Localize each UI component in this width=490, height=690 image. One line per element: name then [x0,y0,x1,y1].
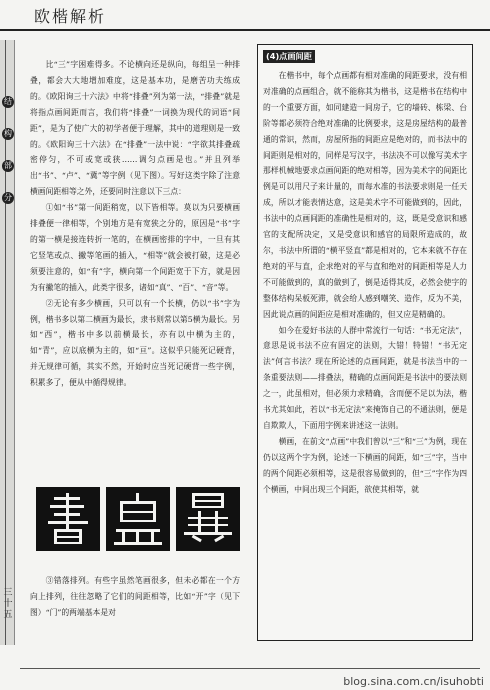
calligraphy-char-shu [36,487,100,551]
calligraphy-char-lu [106,487,170,551]
paragraph: ②无论有多少横画，只可以有一个长横，仍以“书”字为例，楷书多以第二横画为最长，隶书则常以第5横为最长。另如“西”，楷书中多以前横最长，亦有以中横为主的，如“青”，应以底横为主的，如“亘”。这似乎只能死记硬背，并无规律可循，其实不然，开始时应当死记硬背一些字例，积累多了，便从中循得规律。 [30,298,240,388]
section-tab-3: 部 [4,161,12,170]
page-number-digit: 三 [3,588,13,598]
right-column-text [263,68,467,497]
paragraph: ①如“书”第一间距稍宽，以下皆相等。莫以为只要横画排叠便一律相等，个别地方是有宽狭之分的，原因是“书”字的第一横是接连转折一笔的，在横画密排的字中，一旦有其它竖笔或点、撇等笔画的插入，“相等”就会被打破，这是必须要注意的，如“有”字，横向第一个间距宽于下方，就是因为有撇笔的插入，此类字很多，诸如“真”、“百”、“音”等。 [30,203,240,292]
page-number [2,588,14,621]
paragraph: ③错落排列。有些字虽然笔画很多，但未必都在一个方向上排列，往往忽略了它们的间距相等，比如“开”字（见下图）“门”的两端基本是对 [30,576,240,617]
paragraph: 如今在爱好书法的人群中常流行一句话：“书无定法”，意思是说书法不应有固定的法则，大错！特错！“书无定法”何言书法？现在所论述的点画间距，就是书法当中的一条重要法则——排叠法，精确的点画间距是书法中的要法则之一，此虽相对，但必须力求精确，含而便不足以为法，楷书尤其如此，若以“书无定法”来掩饰自己的不通法则，便是自欺欺人，下面用字例来讲述这一法则。 [263,325,467,430]
box-title: (4)点画间距 [263,50,315,63]
header-rule [0,29,490,31]
watermark: blog.sina.com.cn/isuhobti [343,675,484,688]
paragraph: 在楷书中，每个点画都有相对准确的间距要求，没有相对准确的点画组合，就不能称其为楷书，这是楷书在结构中的一个重要方面，如同建造一间房子，它的墙砖、栋梁、台阶等都必须符合绝对准确的比例要求，这是房屋结构的最普通的常识，然而，房屋所指的间距应是绝对的，而书法中的间距则是相对的，同样是写汉字，书法决不可以像写美术字那样机械地要求点画间距的绝对相等，因为美术字的间距比例是可以用尺子来计量的，而每水准的书法要求则是一任天成，所以才能表情达意，这是美术字不可能做到的，因此，书法中的点画间距的准确性是相对的，这，既是受意识和感官的支配所决定，又是受意识和感官的局限所造成的，故尔，书法中所谓的“横平竖直”都是相对的，它本来就不存在绝对的平与直，企求绝对的平与直和绝对的间距相等是人力不可能做到的，真的做到了，倒是适得其反，必然会使字的整体结构呆板死滞，就会给人感到嘲笑、造作，反为不美，因此说点画的间距应是相对准确的，但又应是精确的。 [263,71,467,319]
paragraph: 比“三”字困难得多。不论横向还是纵向，每组呈一种排叠，都会大大地增加难度，这是基本功，是磨苦功夫练成的。《欧阳询三十六法》中将“排叠”列为第一法，“排叠”就是将指点画间距而言，我们将“排叠”一词换为现代的词语“间距”，是为了使广大的初学者便于理解，其中的道理则是一致的。《欧阳询三十六法》在“排叠”一法中说：“字欲其排叠疏密停匀，不可或宽或狭……调匀点画是也。”并且列举出“书”、“卢”、“冀”等字例（见下图）。写好这类字除了注意横画间距相等之外，还要同时注意以下三点： [30,60,240,197]
section-tab-4: 分 [4,193,12,202]
paragraph: 横画，在前文“点画”中我们曾以“三”和“三”为例，现在仍以这两个字为例，论述一下横画的间距，如“三”字，当中的两个间距必须相等，这是很容易做到的，但“三”字作为四个横画，中间出现三个间距，欲使其相等，就 [263,436,467,494]
footer-rule [20,668,480,669]
page-number-digit: 五 [3,610,13,620]
page-number-digit: 十 [3,599,13,609]
page-header-title: 欧楷解析 [34,7,107,26]
calligraphy-examples [36,487,240,551]
left-column-bottom-text [30,573,240,621]
section-tab-1: 结 [4,97,12,106]
left-column-text [30,57,240,391]
section-tabs [2,96,14,224]
calligraphy-char-ji [176,487,240,551]
section-tab-2: 构 [4,129,12,138]
